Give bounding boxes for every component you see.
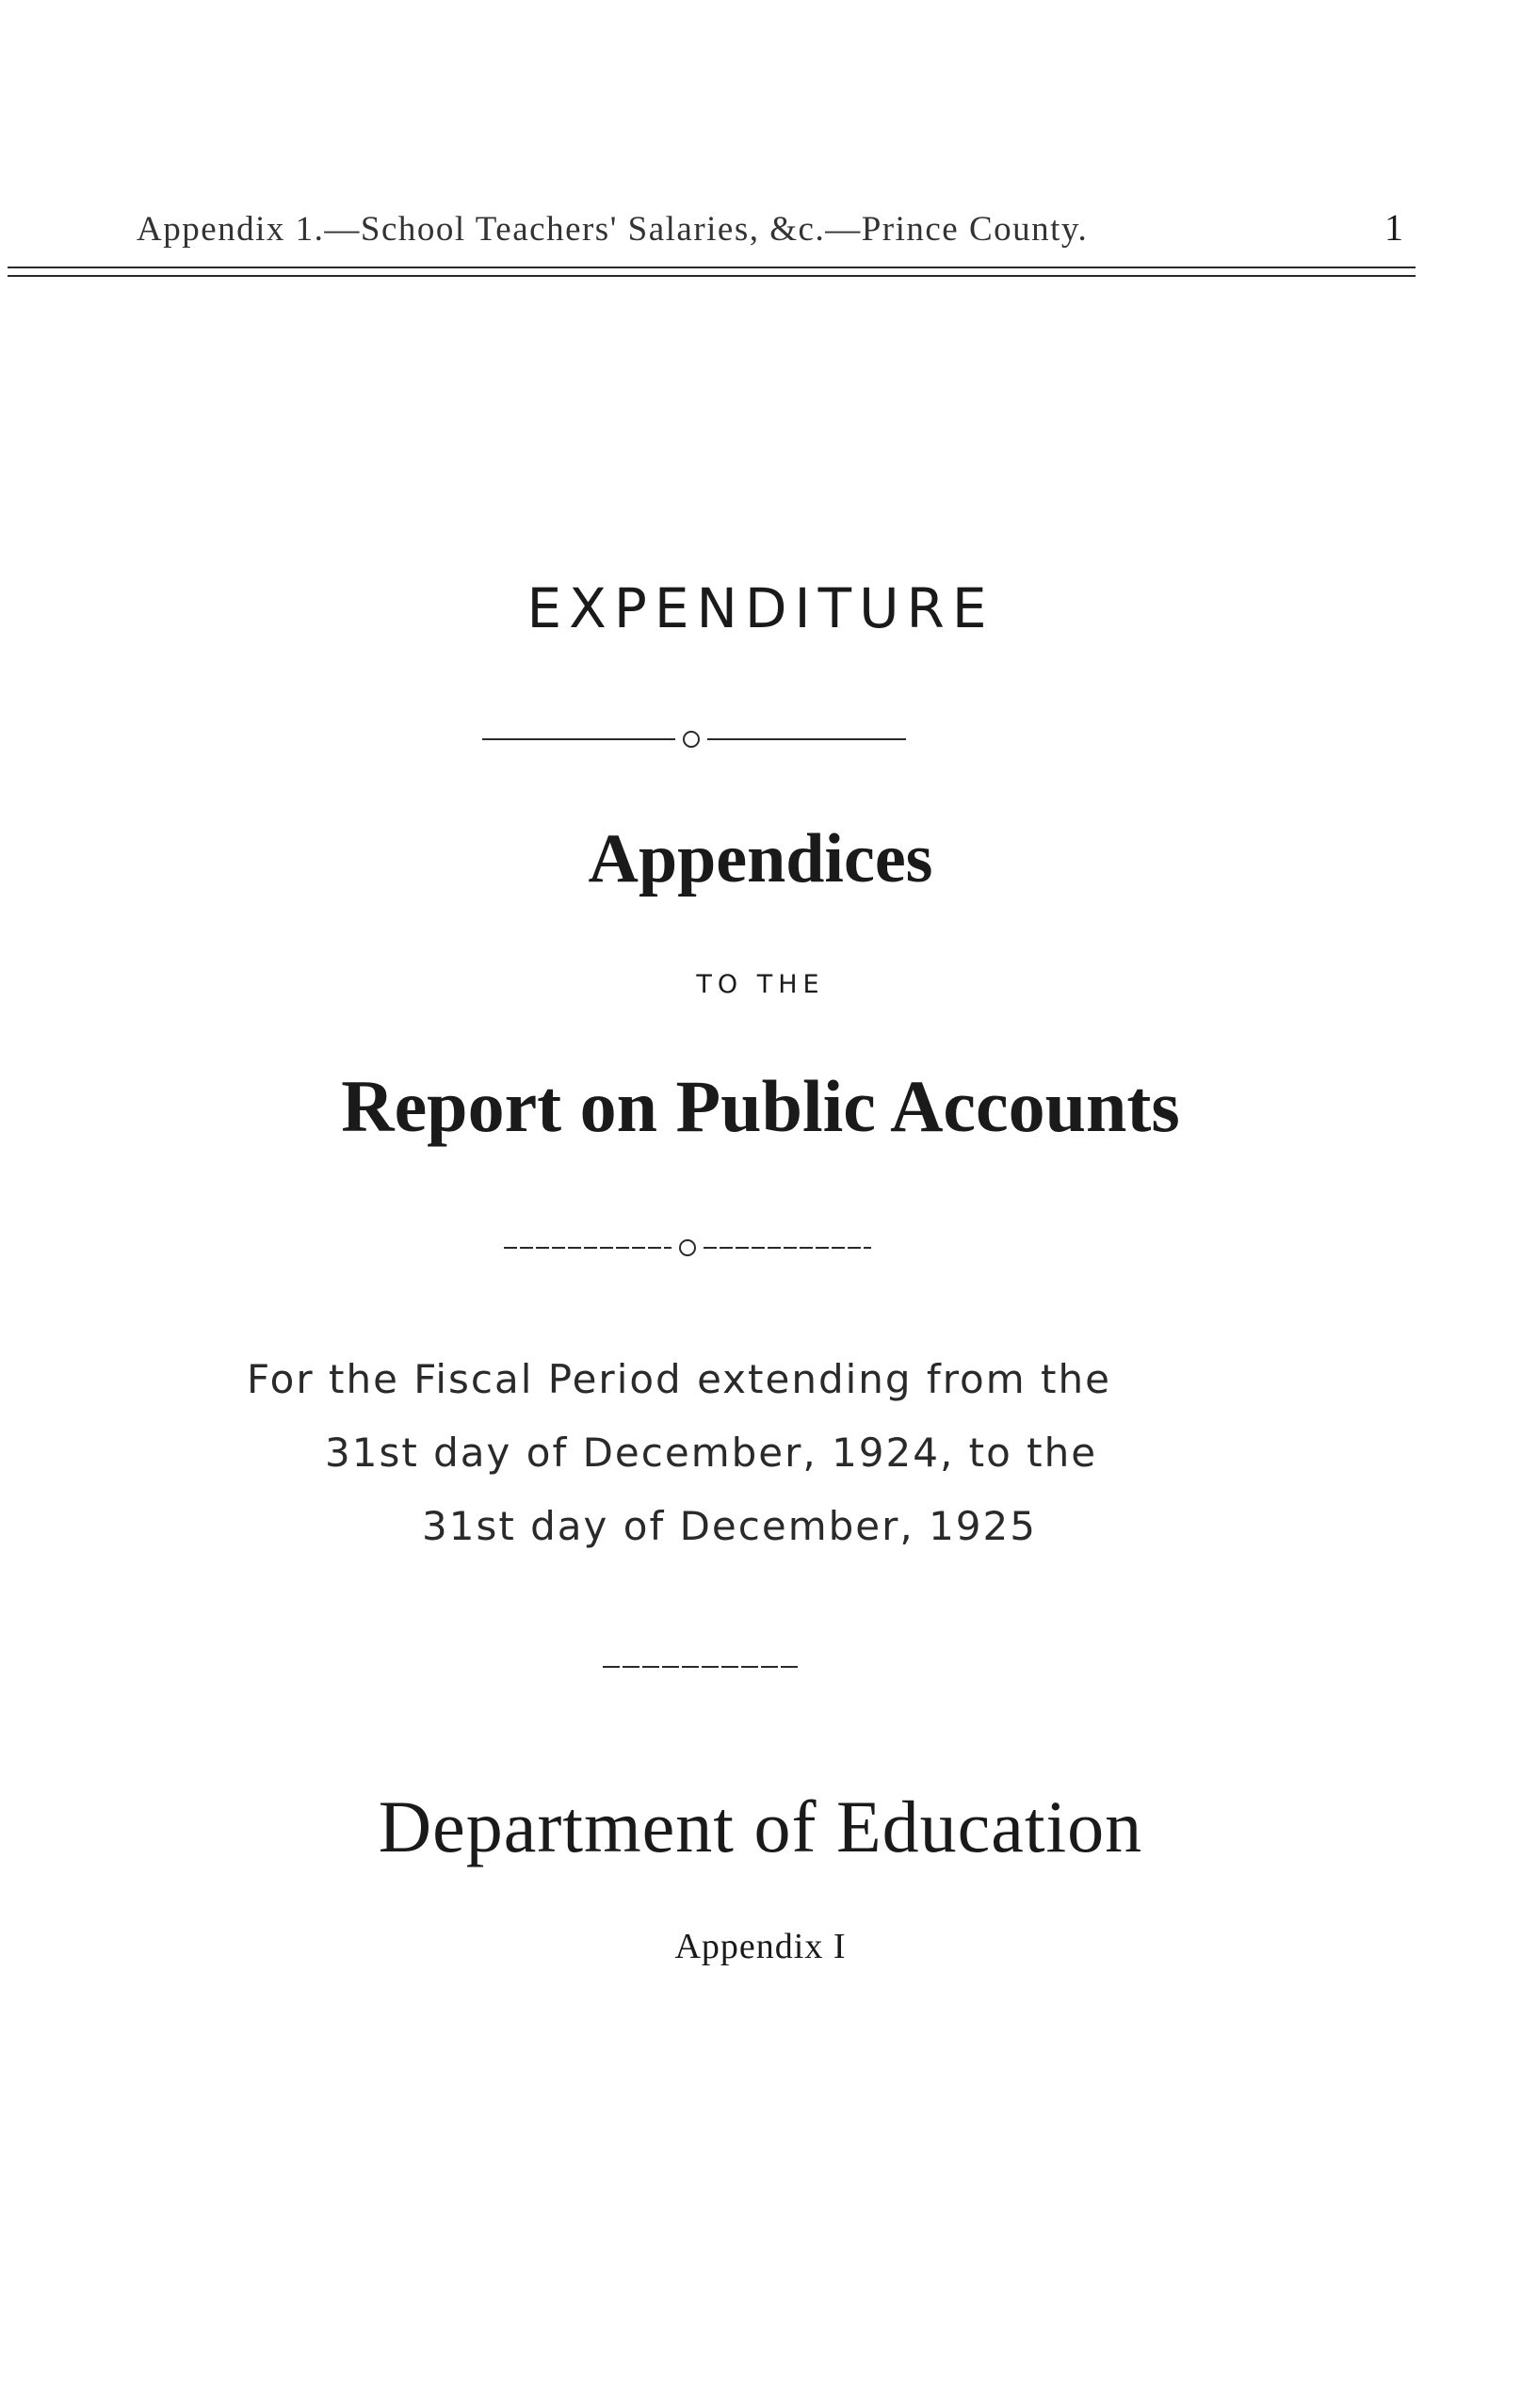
- short-rule-divider: [603, 1648, 801, 1686]
- expenditure-heading: EXPENDITURE: [526, 576, 995, 640]
- running-head: Appendix 1.—School Teachers' Salaries, &c.—Prince County.: [137, 210, 1089, 249]
- header-rule-bottom: [8, 275, 1416, 277]
- fiscal-period-line-1: For the Fiscal Period extending from the: [247, 1356, 1111, 1402]
- fiscal-period-line-2: 31st day of December, 1924, to the: [325, 1430, 1098, 1476]
- report-title: Report on Public Accounts: [341, 1065, 1180, 1147]
- department-heading: Department of Education: [378, 1786, 1143, 1867]
- fiscal-period-line-3: 31st day of December, 1925: [422, 1503, 1037, 1549]
- page-number: 1: [1384, 206, 1403, 249]
- header-rule-top: [8, 267, 1416, 268]
- ornament-divider-2: [504, 1229, 871, 1267]
- ornament-divider-1: [482, 720, 906, 758]
- appendix-label: Appendix I: [674, 1927, 847, 1966]
- appendices-heading: Appendices: [588, 820, 933, 897]
- to-the-subheading: TO THE: [696, 970, 825, 999]
